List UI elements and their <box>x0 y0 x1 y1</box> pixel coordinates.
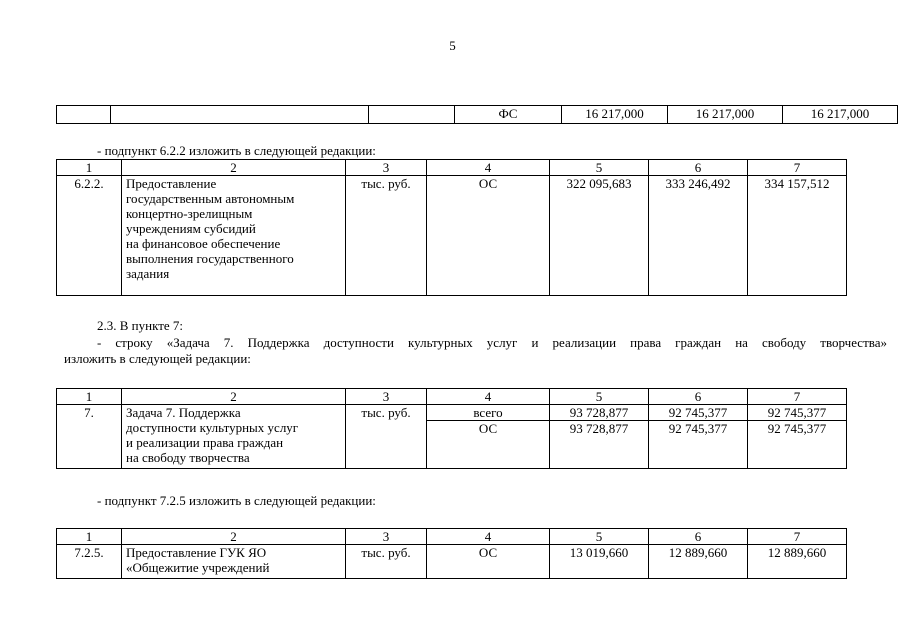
task-os-value-6: 92 745,377 <box>649 420 747 436</box>
task-total-value-7: 92 745,377 <box>767 405 827 420</box>
table-row <box>57 405 847 469</box>
header-cell-7: 7 <box>748 160 847 176</box>
task-description: Задача 7. Поддержка доступности культурных услуг и реализации права граждан на свободу творчества <box>122 405 346 469</box>
task-os-value-7: 92 745,377 <box>748 420 846 436</box>
task-source-cell <box>427 405 550 469</box>
task-value-7-cell <box>748 405 847 469</box>
top-row-value-5: 16 217,000 <box>562 106 668 124</box>
header-cell-4: 4 <box>427 389 550 405</box>
header-cell-6: 6 <box>649 529 748 545</box>
header-cell-7: 7 <box>748 389 847 405</box>
item-description: Предоставление государственным автономным концертно-зрелищным учреждениям субсидий на финансовое обеспечение выполнения государственного задания <box>122 176 346 296</box>
item-value-7: 12 889,660 <box>748 545 847 579</box>
item-number: 7.2.5. <box>57 545 122 579</box>
item-number: 6.2.2. <box>57 176 122 296</box>
item-description: Предоставление ГУК ЯО «Общежитие учреждений <box>122 545 346 579</box>
table-header-row <box>57 160 847 176</box>
table-header-row <box>57 389 847 405</box>
item-source: ОС <box>427 545 550 579</box>
top-row-desc-cell <box>111 106 369 124</box>
header-cell-5: 5 <box>550 160 649 176</box>
header-cell-4: 4 <box>427 160 550 176</box>
header-cell-2: 2 <box>122 160 346 176</box>
header-cell-5: 5 <box>550 389 649 405</box>
top-row-unit-cell <box>369 106 455 124</box>
table-header-row <box>57 529 847 545</box>
task-total-value-6: 92 745,377 <box>668 405 728 420</box>
paragraph-2-3: 2.3. В пункте 7: <box>97 318 184 333</box>
item-value-6: 333 246,492 <box>649 176 748 296</box>
paragraph-6-2-2: - подпункт 6.2.2 изложить в следующей редакции: <box>97 143 376 158</box>
header-cell-6: 6 <box>649 160 748 176</box>
task-total-value-5: 93 728,877 <box>569 405 629 420</box>
task-source-total: всего <box>473 405 503 420</box>
header-cell-5: 5 <box>550 529 649 545</box>
top-row-table <box>56 105 898 124</box>
header-cell-2: 2 <box>122 389 346 405</box>
paragraph-7-2-5: - подпункт 7.2.5 изложить в следующей редакции: <box>97 493 376 508</box>
header-cell-1: 1 <box>57 529 122 545</box>
table-task-7 <box>56 388 847 469</box>
header-cell-1: 1 <box>57 160 122 176</box>
top-row-num-cell <box>57 106 111 124</box>
task-unit: тыс. руб. <box>346 405 427 469</box>
item-unit: тыс. руб. <box>346 545 427 579</box>
item-value-5: 13 019,660 <box>550 545 649 579</box>
header-cell-7: 7 <box>748 529 847 545</box>
table-row <box>57 176 847 296</box>
top-row-value-6: 16 217,000 <box>668 106 783 124</box>
item-value-7: 334 157,512 <box>748 176 847 296</box>
item-unit: тыс. руб. <box>346 176 427 296</box>
page-number: 5 <box>449 38 456 53</box>
task-number: 7. <box>57 405 122 469</box>
table-row <box>57 106 898 124</box>
top-row-value-7: 16 217,000 <box>783 106 898 124</box>
header-cell-2: 2 <box>122 529 346 545</box>
task-value-5-cell <box>550 405 649 469</box>
header-cell-4: 4 <box>427 529 550 545</box>
paragraph-task-7-line-2: изложить в следующей редакции: <box>64 351 251 366</box>
table-6-2-2 <box>56 159 847 296</box>
header-cell-3: 3 <box>346 160 427 176</box>
paragraph-task-7-line-1: - строку «Задача 7. Поддержка доступности культурных услуг и реализации права граждан на свободу творчества» <box>97 335 887 350</box>
item-source: ОС <box>427 176 550 296</box>
table-row <box>57 545 847 579</box>
task-os-value-5: 93 728,877 <box>550 420 648 436</box>
top-row-source: ФС <box>455 106 562 124</box>
task-source-os: ОС <box>427 420 549 436</box>
task-value-6-cell <box>649 405 748 469</box>
table-7-2-5 <box>56 528 847 579</box>
item-value-5: 322 095,683 <box>550 176 649 296</box>
header-cell-3: 3 <box>346 389 427 405</box>
header-cell-3: 3 <box>346 529 427 545</box>
item-value-6: 12 889,660 <box>649 545 748 579</box>
header-cell-1: 1 <box>57 389 122 405</box>
header-cell-6: 6 <box>649 389 748 405</box>
